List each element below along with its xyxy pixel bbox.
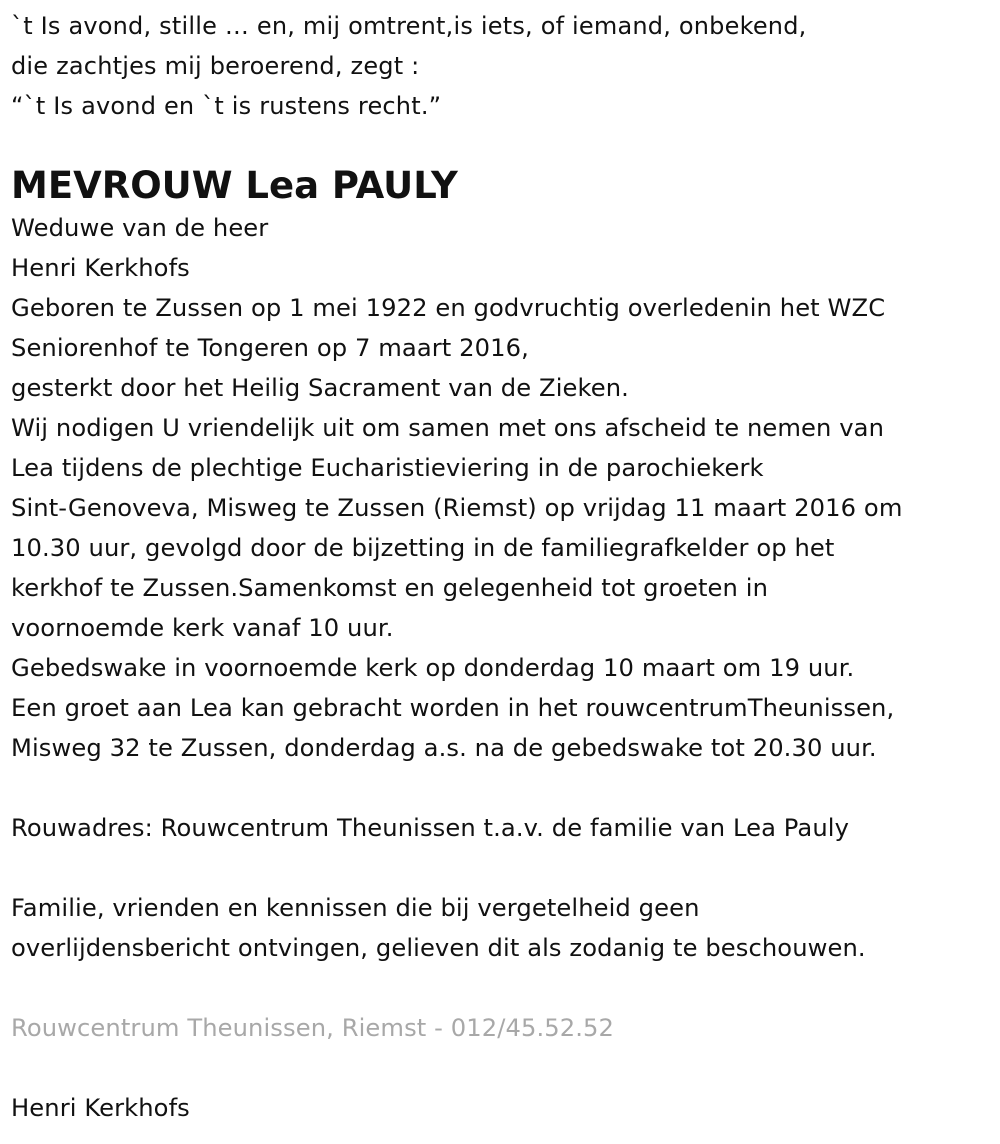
family-line: overlijdensbericht ontvingen, gelieven dit als zodanig te beschouwen. bbox=[11, 934, 866, 962]
body-line: Wij nodigen U vriendelijk uit om samen met ons afscheid te nemen van bbox=[11, 414, 885, 442]
funeral-home-contact: Rouwcentrum Theunissen, Riemst - 012/45.52.52 bbox=[11, 1014, 614, 1042]
body-line: Lea tijdens de plechtige Eucharistieviering in de parochiekerk bbox=[11, 454, 764, 482]
family-line: Familie, vrienden en kennissen die bij vergetelheid geen bbox=[11, 894, 700, 922]
body-line: Misweg 32 te Zussen, donderdag a.s. na de gebedswake tot 20.30 uur. bbox=[11, 734, 877, 762]
body-line: kerkhof te Zussen.Samenkomst en gelegenheid tot groeten in bbox=[11, 574, 768, 602]
notice-body bbox=[11, 208, 1000, 768]
poem-line: die zachtjes mij beroerend, zegt : bbox=[11, 52, 420, 80]
poem-line: “`t Is avond en `t is rustens recht.” bbox=[11, 92, 442, 120]
body-line: Weduwe van de heer bbox=[11, 214, 269, 242]
body-line: gesterkt door het Heilig Sacrament van de Zieken. bbox=[11, 374, 629, 402]
spacer bbox=[11, 1048, 1000, 1088]
body-line: Geboren te Zussen op 1 mei 1922 en godvruchtig overledenin het WZC bbox=[11, 294, 886, 322]
body-line: Seniorenhof te Tongeren op 7 maart 2016, bbox=[11, 334, 529, 362]
spacer bbox=[11, 968, 1000, 1008]
body-line: 10.30 uur, gevolgd door de bijzetting in de familiegrafkelder op het bbox=[11, 534, 835, 562]
mourning-address: Rouwadres: Rouwcentrum Theunissen t.a.v. de familie van Lea Pauly bbox=[11, 814, 849, 842]
body-line: Sint-Genoveva, Misweg te Zussen (Riemst) op vrijdag 11 maart 2016 om bbox=[11, 494, 903, 522]
closing-name: Henri Kerkhofs bbox=[11, 1094, 190, 1122]
spacer bbox=[11, 848, 1000, 888]
body-line: Een groet aan Lea kan gebracht worden in het rouwcentrumTheunissen, bbox=[11, 694, 895, 722]
body-line: Henri Kerkhofs bbox=[11, 254, 190, 282]
family-notice bbox=[11, 888, 1000, 968]
poem bbox=[11, 6, 1000, 126]
poem-line: `t Is avond, stille … en, mij omtrent,is iets, of iemand, onbekend, bbox=[11, 12, 807, 40]
spacer bbox=[11, 768, 1000, 808]
body-line: voornoemde kerk vanaf 10 uur. bbox=[11, 614, 394, 642]
deceased-name-title: MEVROUW Lea PAULY bbox=[11, 164, 458, 207]
body-line: Gebedswake in voornoemde kerk op donderdag 10 maart om 19 uur. bbox=[11, 654, 855, 682]
